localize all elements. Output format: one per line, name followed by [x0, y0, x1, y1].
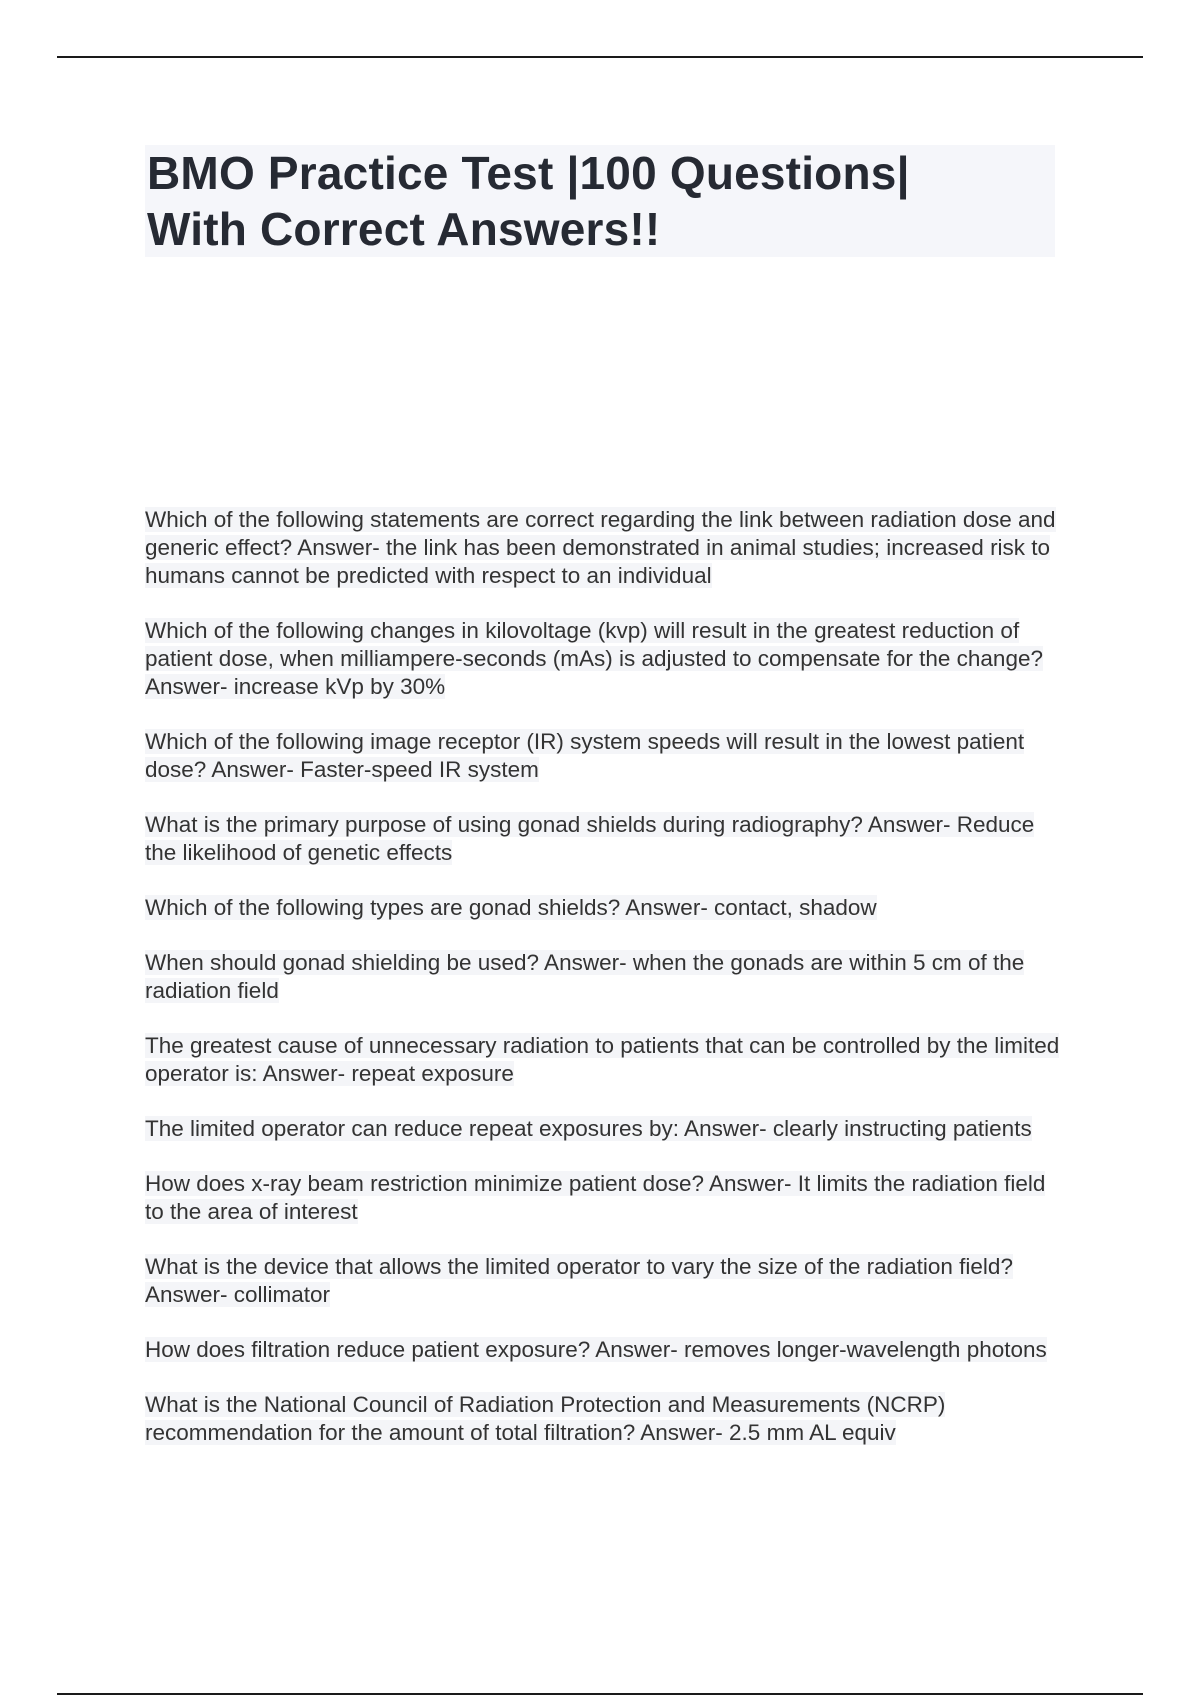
- qa-text: Which of the following types are gonad shields? Answer- contact, shadow: [145, 895, 877, 920]
- qa-item: [145, 1253, 1060, 1309]
- qa-text: Which of the following image receptor (IR) system speeds will result in the lowest patient dose? Answer- Faster-speed IR system: [145, 729, 1025, 782]
- qa-item: [145, 728, 1060, 784]
- question-answer-list: [145, 506, 1060, 1474]
- qa-item: [145, 1336, 1060, 1364]
- qa-text: What is the National Council of Radiation Protection and Measurements (NCRP) recommendation for the amount of total filtration? Answer- 2.5 mm AL equiv: [145, 1392, 946, 1445]
- qa-text: How does filtration reduce patient exposure? Answer- removes longer-wavelength photons: [145, 1337, 1047, 1362]
- qa-item: [145, 1032, 1060, 1088]
- qa-item: [145, 811, 1060, 867]
- qa-text: Which of the following statements are correct regarding the link between radiation dose and generic effect? Answer- the link has been demonstrated in animal studies; increased risk to humans cannot be predicted with respect to an individual: [145, 507, 1056, 588]
- qa-text: What is the device that allows the limited operator to vary the size of the radiation field? Answer- collimator: [145, 1254, 1013, 1307]
- qa-text: How does x-ray beam restriction minimize patient dose? Answer- It limits the radiation field to the area of interest: [145, 1171, 1046, 1224]
- qa-item: [145, 1170, 1060, 1226]
- top-divider: [57, 56, 1143, 58]
- qa-text: Which of the following changes in kilovoltage (kvp) will result in the greatest reduction of patient dose, when milliampere-seconds (mAs) is adjusted to compensate for the change? Answer- increase kVp by 30%: [145, 618, 1043, 699]
- title-line-2: With Correct Answers!!: [147, 203, 661, 255]
- qa-text: What is the primary purpose of using gonad shields during radiography? Answer- Reduce the likelihood of genetic effects: [145, 812, 1035, 865]
- qa-item: [145, 1391, 1060, 1447]
- qa-text: When should gonad shielding be used? Answer- when the gonads are within 5 cm of the radiation field: [145, 950, 1025, 1003]
- qa-text: The limited operator can reduce repeat exposures by: Answer- clearly instructing patients: [145, 1116, 1032, 1141]
- document-title: [145, 145, 1055, 257]
- title-line-1: BMO Practice Test |100 Questions|: [147, 147, 910, 199]
- bottom-divider: [57, 1693, 1143, 1695]
- qa-item: [145, 1115, 1060, 1143]
- qa-item: [145, 949, 1060, 1005]
- qa-item: [145, 894, 1060, 922]
- qa-text: The greatest cause of unnecessary radiation to patients that can be controlled by the limited operator is: Answer- repeat exposure: [145, 1033, 1060, 1086]
- qa-item: [145, 506, 1060, 590]
- qa-item: [145, 617, 1060, 701]
